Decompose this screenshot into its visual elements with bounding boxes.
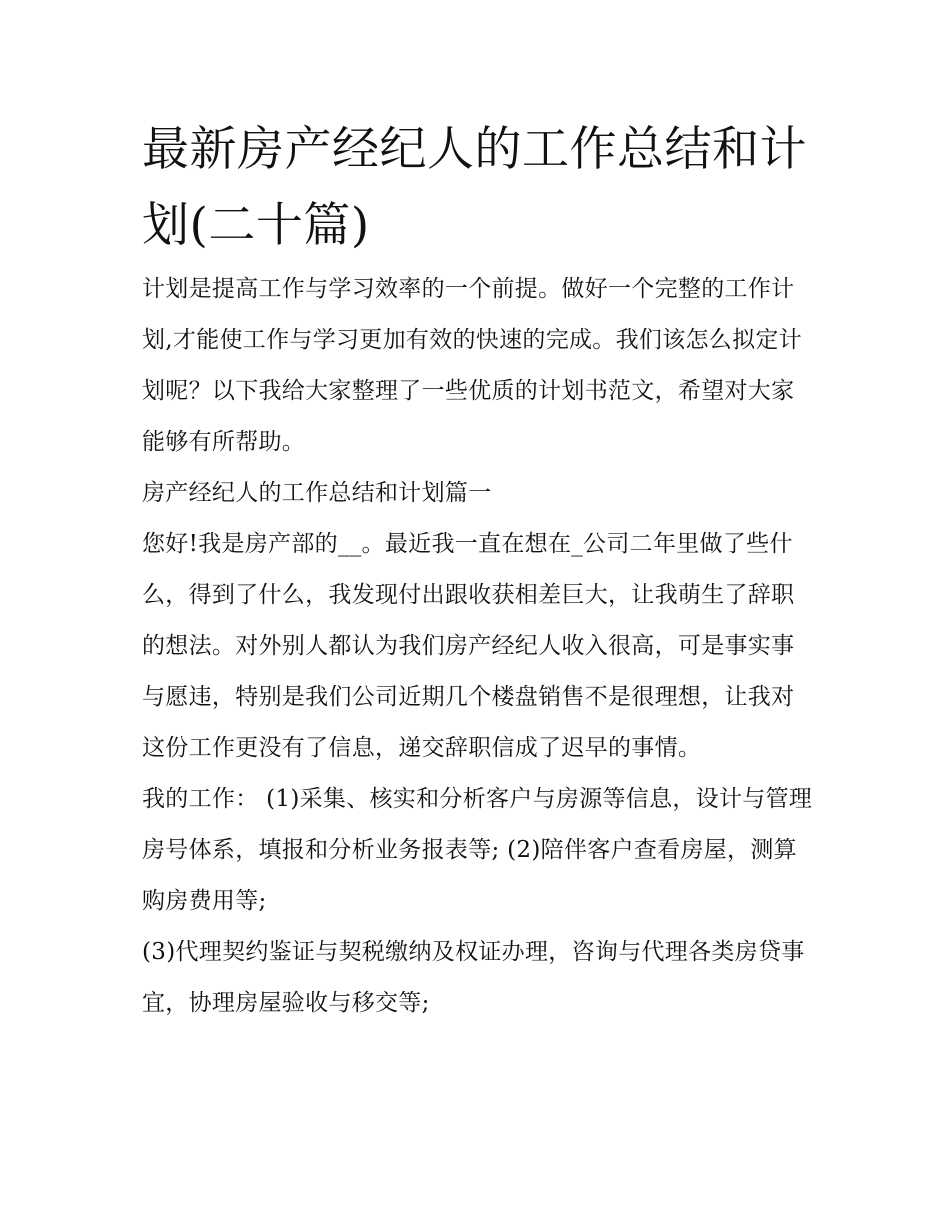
body-paragraph: (3)代理契约鉴证与契税缴纳及权证办理，咨询与代理各类房贷事宜，协理房屋验收与移交等; [142, 939, 805, 1016]
section-heading: 房产经纪人的工作总结和计划篇一 [142, 480, 492, 506]
body-paragraph: 我的工作： (1)采集、核实和分析客户与房源等信息，设计与管理房号体系，填报和分析业务报表等; (2)陪伴客户查看房屋，测算购房费用等; [142, 786, 813, 914]
body-paragraph: 您好!我是房产部的__。最近我一直在想在_公司二年里做了些什么，得到了什么，我发现付出跟收获相差巨大，让我萌生了辞职的想法。对外别人都认为我们房产经纪人收入很高，可是事实事与愿违，特别是我们公司近期几个楼盘销售不是很理想，让我对这份工作更没有了信息，递交辞职信成了迟早的事情。 [142, 531, 795, 761]
document-body [142, 112, 814, 1029]
intro-paragraph: 计划是提高工作与学习效率的一个前提。做好一个完整的工作计划,才能使工作与学习更加有效的快速的完成。我们该怎么拟定计划呢？以下我给大家整理了一些优质的计划书范文，希望对大家能够有所帮助。 [142, 276, 803, 455]
document-title: 最新房产经纪人的工作总结和计划(二十篇) [142, 122, 807, 253]
